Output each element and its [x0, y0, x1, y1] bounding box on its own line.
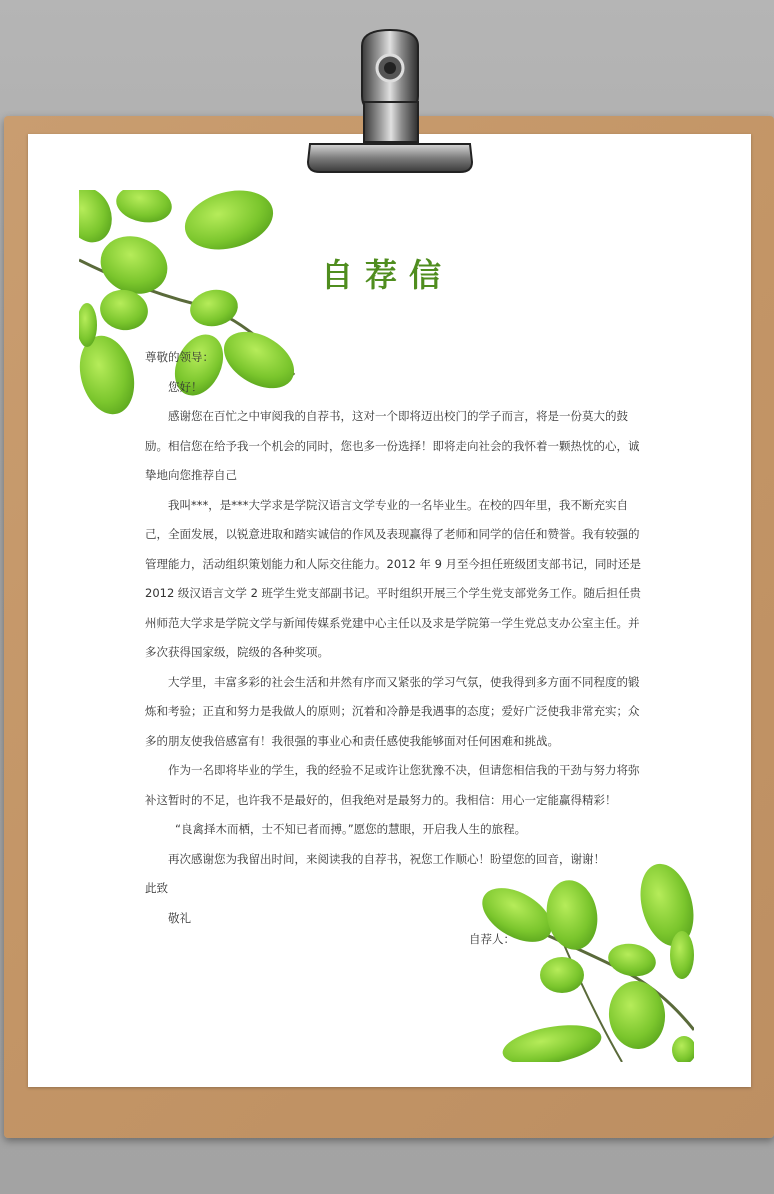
- letter-title: 自荐信: [320, 256, 453, 294]
- signature-line: 自荐人：: [469, 932, 515, 946]
- salutation: 尊敬的领导：: [145, 350, 214, 364]
- paragraph: 作为一名即将毕业的学生，我的经验不足或许让您犹豫不决，但请您相信我的干劲与努力将弥补这暂时的不足，也许我不是最好的，但我绝对是最努力的。我相信：用心一定能赢得精彩！: [145, 763, 640, 807]
- closing: 此致: [145, 881, 168, 895]
- greeting: 您好！: [168, 379, 203, 394]
- paragraph: 大学里，丰富多彩的社会生活和井然有序而又紧张的学习气氛，使我得到多方面不同程度的锻炼和考验；正直和努力是我做人的原则；沉着和冷静是我遇事的态度；爱好广泛使我非常充实；众多的朋友使我倍感富有！我很强的事业心和责任感使我能够面对任何困难和挑战。: [145, 674, 640, 748]
- paragraph: “良禽择木而栖，士不知已者而搏。”愿您的慧眼，开启我人生的旅程。: [175, 822, 527, 836]
- paragraph: 感谢您在百忙之中审阅我的自荐书，这对一个即将迈出校门的学子而言，将是一份莫大的鼓励。相信您在给予我一个机会的同时，您也多一份选择！即将走向社会的我怀着一颗热忱的心，诚挚地向您推荐自己: [145, 409, 640, 482]
- paragraph: 再次感谢您为我留出时间，来阅读我的自荐书，祝您工作顺心！盼望您的回音，谢谢！: [168, 851, 605, 866]
- letter-body: [145, 343, 645, 933]
- regards: 敬礼: [168, 910, 191, 925]
- paragraph: 我叫***，是***大学求是学院汉语言文学专业的一名毕业生。在校的四年里，我不断充实自己，全面发展，以锐意进取和踏实诚信的作风及表现赢得了老师和同学的信任和赞誉。我有较强的管理能力，活动组织策划能力和人际交往能力。2012 年 9 月至今担任班级团支部书记，同时还是 2012 级汉语言文学 2 班学生党支部副书记。平时组织开展三个学生党支部党务工作。随后担任贵州师范大学求是学院文学与新闻传媒系党建中心主任以及求是学院第一学生党总支办公室主任。并多次获得国家级，院级的各种奖项。: [145, 497, 642, 659]
- binder-clip-icon: [300, 26, 480, 176]
